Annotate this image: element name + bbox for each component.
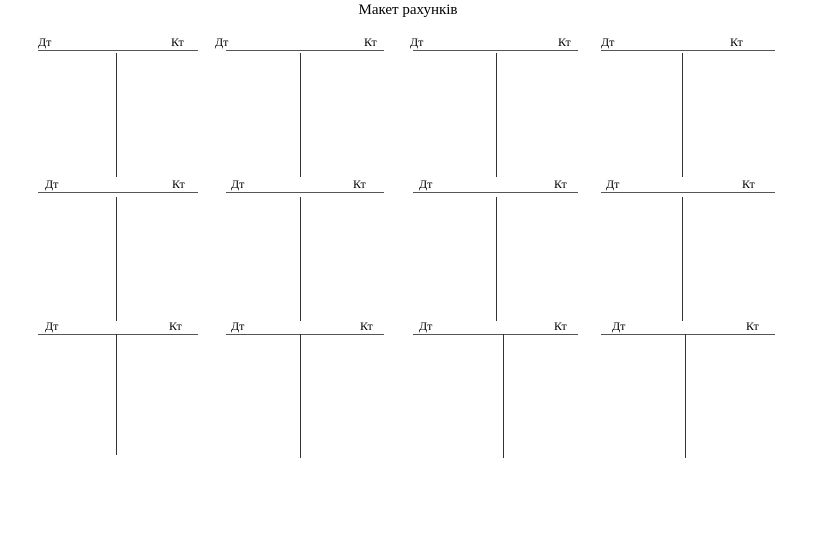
t-account <box>413 320 578 458</box>
account-divider-line <box>116 53 117 177</box>
account-divider-line <box>300 197 301 321</box>
t-account <box>226 178 384 321</box>
account-divider-line <box>496 197 497 321</box>
t-account <box>38 178 198 321</box>
t-account <box>215 35 384 177</box>
account-divider-line <box>682 197 683 321</box>
debit-label: Дт <box>38 35 52 49</box>
account-header-line <box>413 192 578 193</box>
t-account <box>38 320 198 455</box>
credit-label: Кт <box>554 177 567 191</box>
account-divider-line <box>300 53 301 177</box>
t-account <box>601 178 775 321</box>
page-title: Макет рахунків <box>358 2 458 18</box>
account-header-line <box>38 50 198 51</box>
account-header-line <box>38 192 198 193</box>
account-header-line <box>601 50 775 51</box>
credit-label: Кт <box>171 35 184 49</box>
credit-label: Кт <box>169 319 182 333</box>
credit-label: Кт <box>730 35 743 49</box>
debit-label: Дт <box>419 177 433 191</box>
debit-label: Дт <box>419 319 433 333</box>
account-header-line <box>601 192 775 193</box>
debit-label: Дт <box>410 35 424 49</box>
credit-label: Кт <box>353 177 366 191</box>
account-header-line <box>226 50 384 51</box>
debit-label: Дт <box>606 177 620 191</box>
debit-label: Дт <box>231 177 245 191</box>
account-header-line <box>226 334 384 335</box>
credit-label: Кт <box>746 319 759 333</box>
t-account <box>601 320 775 458</box>
debit-label: Дт <box>612 319 626 333</box>
credit-label: Кт <box>364 35 377 49</box>
account-header-line <box>226 192 384 193</box>
credit-label: Кт <box>172 177 185 191</box>
credit-label: Кт <box>742 177 755 191</box>
t-account <box>413 178 578 321</box>
credit-label: Кт <box>554 319 567 333</box>
account-header-line <box>38 334 198 335</box>
account-divider-line <box>116 334 117 455</box>
t-account <box>410 35 578 177</box>
account-divider-line <box>685 334 686 458</box>
credit-label: Кт <box>360 319 373 333</box>
t-account <box>226 320 384 458</box>
debit-label: Дт <box>231 319 245 333</box>
account-divider-line <box>496 53 497 177</box>
account-divider-line <box>300 334 301 458</box>
credit-label: Кт <box>558 35 571 49</box>
t-account <box>601 36 775 177</box>
account-header-line <box>413 334 578 335</box>
debit-label: Дт <box>45 319 59 333</box>
account-header-line <box>601 334 775 335</box>
debit-label: Дт <box>601 35 615 49</box>
debit-label: Дт <box>45 177 59 191</box>
debit-label: Дт <box>215 35 229 49</box>
account-divider-line <box>503 334 504 458</box>
account-header-line <box>413 50 578 51</box>
t-account <box>38 36 198 177</box>
account-divider-line <box>116 197 117 321</box>
account-divider-line <box>682 53 683 177</box>
